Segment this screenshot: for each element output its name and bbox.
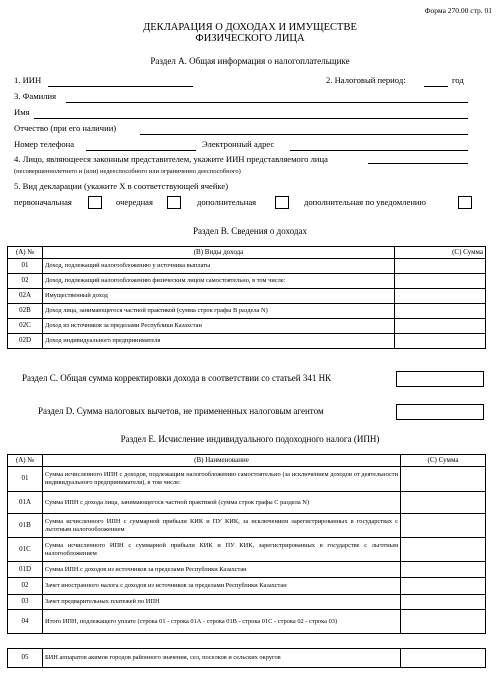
document-title-line1: ДЕКЛАРАЦИЯ О ДОХОДАХ И ИМУЩЕСТВЕ — [143, 22, 357, 33]
row-text: Итого ИПН, подлежащего уплате (строка 01 - строка 01А - строка 01В - строка 01С - строка 02 - строка 03) — [43, 610, 401, 634]
patronymic-label: Отчество (при его наличии) — [14, 123, 117, 133]
amount-cell[interactable] — [401, 595, 486, 610]
table-row — [8, 274, 486, 289]
email-label: Электронный адрес — [202, 139, 275, 149]
amount-cell[interactable] — [395, 304, 486, 319]
row-number: 01 — [8, 467, 43, 492]
name-field[interactable] — [34, 118, 468, 119]
bin-table — [7, 648, 486, 668]
row-number: 02D — [8, 334, 43, 349]
amount-cell[interactable] — [395, 334, 486, 349]
section-d-amount-field[interactable] — [396, 404, 484, 420]
section-d-title: Раздел D. Сумма налоговых вычетов, не примененных налоговым агентом — [38, 406, 324, 416]
row-number: 02А — [8, 289, 43, 304]
bin-cell[interactable] — [401, 649, 486, 668]
amount-cell[interactable] — [401, 467, 486, 492]
row-number: 01В — [8, 514, 43, 538]
type-initial-checkbox[interactable] — [88, 196, 102, 209]
row-text: Имущественный доход — [43, 289, 395, 304]
period-suffix: год — [452, 75, 464, 85]
section-e-title: Раздел Е. Исчисление индивидуального подоходного налога (ИПН) — [120, 434, 380, 444]
period-field[interactable] — [424, 86, 448, 87]
table-row — [8, 578, 486, 595]
phone-field[interactable] — [86, 150, 196, 151]
type-additional-label: дополнительная — [197, 197, 257, 207]
email-field[interactable] — [290, 150, 468, 151]
amount-cell[interactable] — [395, 259, 486, 274]
representative-label: 4. Лицо, являющееся законным представителем, укажите ИИН представляемого лица — [14, 154, 328, 164]
table-row — [8, 610, 486, 634]
table-row — [8, 467, 486, 492]
table-row — [8, 289, 486, 304]
patronymic-field[interactable] — [140, 134, 468, 135]
amount-cell[interactable] — [395, 289, 486, 304]
col-header-name: (В) Наименование — [43, 455, 401, 467]
row-number: 02 — [8, 578, 43, 595]
iin-label: 1. ИИН — [14, 75, 42, 85]
row-number: 04 — [8, 610, 43, 634]
row-text: Доход, подлежащий налогообложению физическим лицом самостоятельно, в том числе: — [43, 274, 395, 289]
row-text: Сумма исчисленного ИПН с доходов, подлежащим налогообложению самостоятельно (за исключением доходов от деятельности индивидуального предпринимателя), в том числе: — [43, 467, 401, 492]
row-text: Сумма исчисленного ИПН с суммарной прибыли КИК и ПУ КИК, за исключением зарегистрированных в государствах с льготным налогообложением — [43, 514, 401, 538]
row-number: 05 — [8, 649, 43, 668]
col-header-income-type: (В) Виды дохода — [43, 247, 395, 259]
type-notification-label: дополнительная по уведомлению — [304, 197, 426, 207]
row-text: Доход лица, занимающегося частной практикой (сумма строк графы В раздела N) — [43, 304, 395, 319]
row-text: Доход индивидуального предпринимателя — [43, 334, 395, 349]
amount-cell[interactable] — [395, 319, 486, 334]
type-initial-label: первоначальная — [14, 197, 72, 207]
row-text: Зачет иностранного налога с доходов из источников за пределами Республики Казахстан — [43, 578, 401, 595]
phone-label: Номер телефона — [14, 139, 75, 149]
col-header-amount: (С) Сумма — [401, 455, 486, 467]
type-additional-checkbox[interactable] — [275, 196, 289, 209]
name-label: Имя — [14, 107, 30, 117]
table-row — [8, 259, 486, 274]
row-number: 03 — [8, 595, 43, 610]
table-row — [8, 319, 486, 334]
row-number: 02В — [8, 304, 43, 319]
table-row — [8, 492, 486, 514]
row-number: 01А — [8, 492, 43, 514]
income-table — [7, 246, 486, 349]
row-text: Сумма исчисленного ИПН с суммарной прибыли КИК и ПУ КИК, зарегистрированных в государстве с льготным налогообложением — [43, 538, 401, 562]
row-text: Сумма ИПН с доходов из источников за пределами Республики Казахстан — [43, 562, 401, 578]
section-b-title: Раздел В. Сведения о доходах — [193, 226, 307, 236]
surname-label: 3. Фамилия — [14, 91, 57, 101]
table-row — [8, 514, 486, 538]
col-header-number: (А) № — [8, 455, 43, 467]
surname-field[interactable] — [66, 102, 468, 103]
row-number: 01С — [8, 538, 43, 562]
period-label: 2. Налоговый период: — [326, 75, 406, 85]
amount-cell[interactable] — [401, 538, 486, 562]
amount-cell[interactable] — [401, 578, 486, 595]
amount-cell[interactable] — [401, 562, 486, 578]
type-notification-checkbox[interactable] — [458, 196, 472, 209]
row-text: Сумма ИПН с дохода лица, занимающегося частной практикой (сумма строк графы С раздела N) — [43, 492, 401, 514]
form-number: Форма 270.00 стр. 01 — [424, 6, 492, 15]
iin-field[interactable] — [48, 86, 193, 87]
amount-cell[interactable] — [395, 274, 486, 289]
col-header-amount: (С) Сумма — [395, 247, 486, 259]
col-header-number: (А) № — [8, 247, 43, 259]
tax-calculation-table — [7, 454, 486, 634]
document-title-line2: ФИЗИЧЕСКОГО ЛИЦА — [195, 33, 305, 44]
row-number: 02 — [8, 274, 43, 289]
table-row — [8, 538, 486, 562]
section-c-title: Раздел С. Общая сумма корректировки дохода в соответствии со статьей 341 НК — [22, 373, 332, 383]
type-regular-label: очередная — [116, 197, 153, 207]
row-text: Доход из источников за пределами Республики Казахстан — [43, 319, 395, 334]
representative-iin-field[interactable] — [368, 163, 468, 164]
amount-cell[interactable] — [401, 610, 486, 634]
table-row — [8, 562, 486, 578]
section-a-title: Раздел А. Общая информация о налогоплательщике — [150, 56, 350, 66]
table-row — [8, 334, 486, 349]
row-number: 01 — [8, 259, 43, 274]
row-text: Доход, подлежащий налогообложению у источника выплаты — [43, 259, 395, 274]
representative-note: (несовершеннолетнего и (или) недееспособного или ограниченно дееспособного) — [14, 168, 241, 175]
table-row — [8, 649, 486, 668]
amount-cell[interactable] — [401, 514, 486, 538]
table-row — [8, 304, 486, 319]
row-text: БИН аппаратов акимов городов районного значения, сел, поселков и сельских округов — [43, 649, 401, 668]
row-text: Зачет предварительных платежей по ИПН — [43, 595, 401, 610]
type-regular-checkbox[interactable] — [167, 196, 181, 209]
row-number: 02С — [8, 319, 43, 334]
row-number: 01D — [8, 562, 43, 578]
declaration-type-label: 5. Вид декларации (укажите Х в соответствующей ячейке) — [14, 181, 229, 191]
section-c-amount-field[interactable] — [396, 371, 484, 387]
table-row — [8, 595, 486, 610]
amount-cell[interactable] — [401, 492, 486, 514]
